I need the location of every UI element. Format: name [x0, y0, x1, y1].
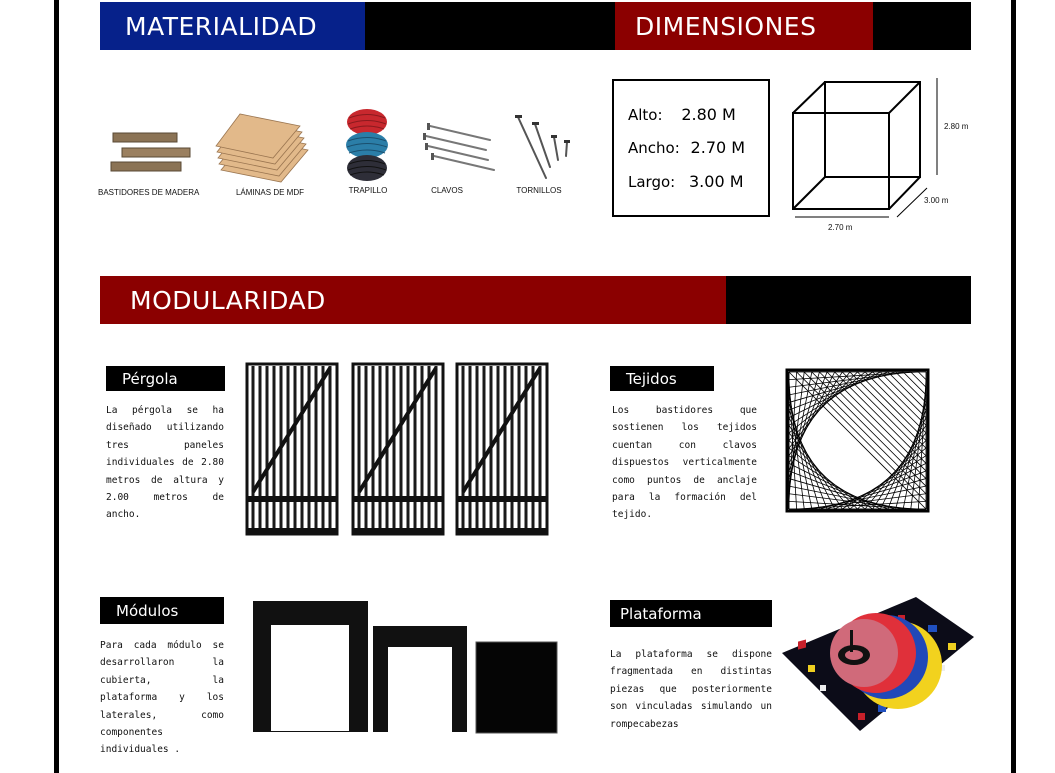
- modulos-heading: Módulos: [100, 597, 224, 624]
- pergola-heading: Pérgola: [106, 366, 225, 391]
- material-label: TRAPILLO: [348, 186, 388, 195]
- dimensiones-title: DIMENSIONES: [615, 2, 873, 50]
- alto-value: 2.80 M: [681, 105, 736, 124]
- dimension-alto: [628, 105, 736, 124]
- dimension-ancho: [628, 138, 745, 157]
- dimension-largo: [628, 172, 744, 191]
- ancho-label: Ancho:: [628, 139, 680, 157]
- cube-wireframe-diagram: [785, 75, 945, 220]
- mdf-sheets-icon: [213, 110, 313, 185]
- wood-beams-icon: [108, 130, 193, 175]
- material-label: BASTIDORES DE MADERA: [98, 188, 200, 197]
- tejidos-text: Los bastidores que sostienen los tejidos cuentan con clavos dispuestos verticalmente como puntos de anclaje para la formación del tejido.: [612, 405, 757, 521]
- material-label: LÁMINAS DE MDF: [235, 188, 304, 197]
- material-label: CLAVOS: [431, 186, 463, 195]
- string-art-image: [785, 368, 930, 513]
- modules-image: [250, 598, 560, 738]
- plataforma-text: La plataforma se dispone fragmentada en distintas piezas que posteriormente son vinculadas simulando un rompecabezas: [610, 649, 772, 730]
- cube-height-label: 2.80 m: [944, 122, 969, 131]
- screws-icon: [510, 112, 575, 182]
- alto-label: Alto:: [628, 106, 663, 124]
- modularidad-title: MODULARIDAD: [100, 276, 726, 324]
- section-header-band: [100, 2, 971, 50]
- page-border-left: [54, 0, 59, 773]
- material-label: TORNILLOS: [516, 186, 562, 195]
- nails-icon: [420, 118, 495, 178]
- page-border-right: [1011, 0, 1016, 773]
- cube-depth-label: 3.00 m: [924, 196, 949, 205]
- tejidos-heading: Tejidos: [610, 366, 714, 391]
- largo-value: 3.00 M: [689, 172, 744, 191]
- materialidad-title: MATERIALIDAD: [100, 2, 365, 50]
- cube-width-label: 2.70 m: [828, 223, 853, 232]
- plataforma-heading: Plataforma: [610, 600, 772, 627]
- modularidad-header-band: [100, 276, 971, 324]
- modulos-text: Para cada módulo se desarrollaron la cubierta, la plataforma y los laterales, como componentes individuales .: [100, 640, 224, 756]
- dimensions-box: [612, 79, 770, 217]
- pergola-text: La pérgola se ha diseñado utilizando tres paneles individuales de 2.80 metros de altura y 2.00 metros de ancho.: [106, 405, 224, 521]
- ancho-value: 2.70 M: [690, 138, 746, 157]
- pergola-panels-image: [245, 362, 551, 539]
- yarn-balls-icon: [343, 108, 393, 183]
- platform-puzzle-image: [778, 595, 978, 735]
- largo-label: Largo:: [628, 173, 676, 191]
